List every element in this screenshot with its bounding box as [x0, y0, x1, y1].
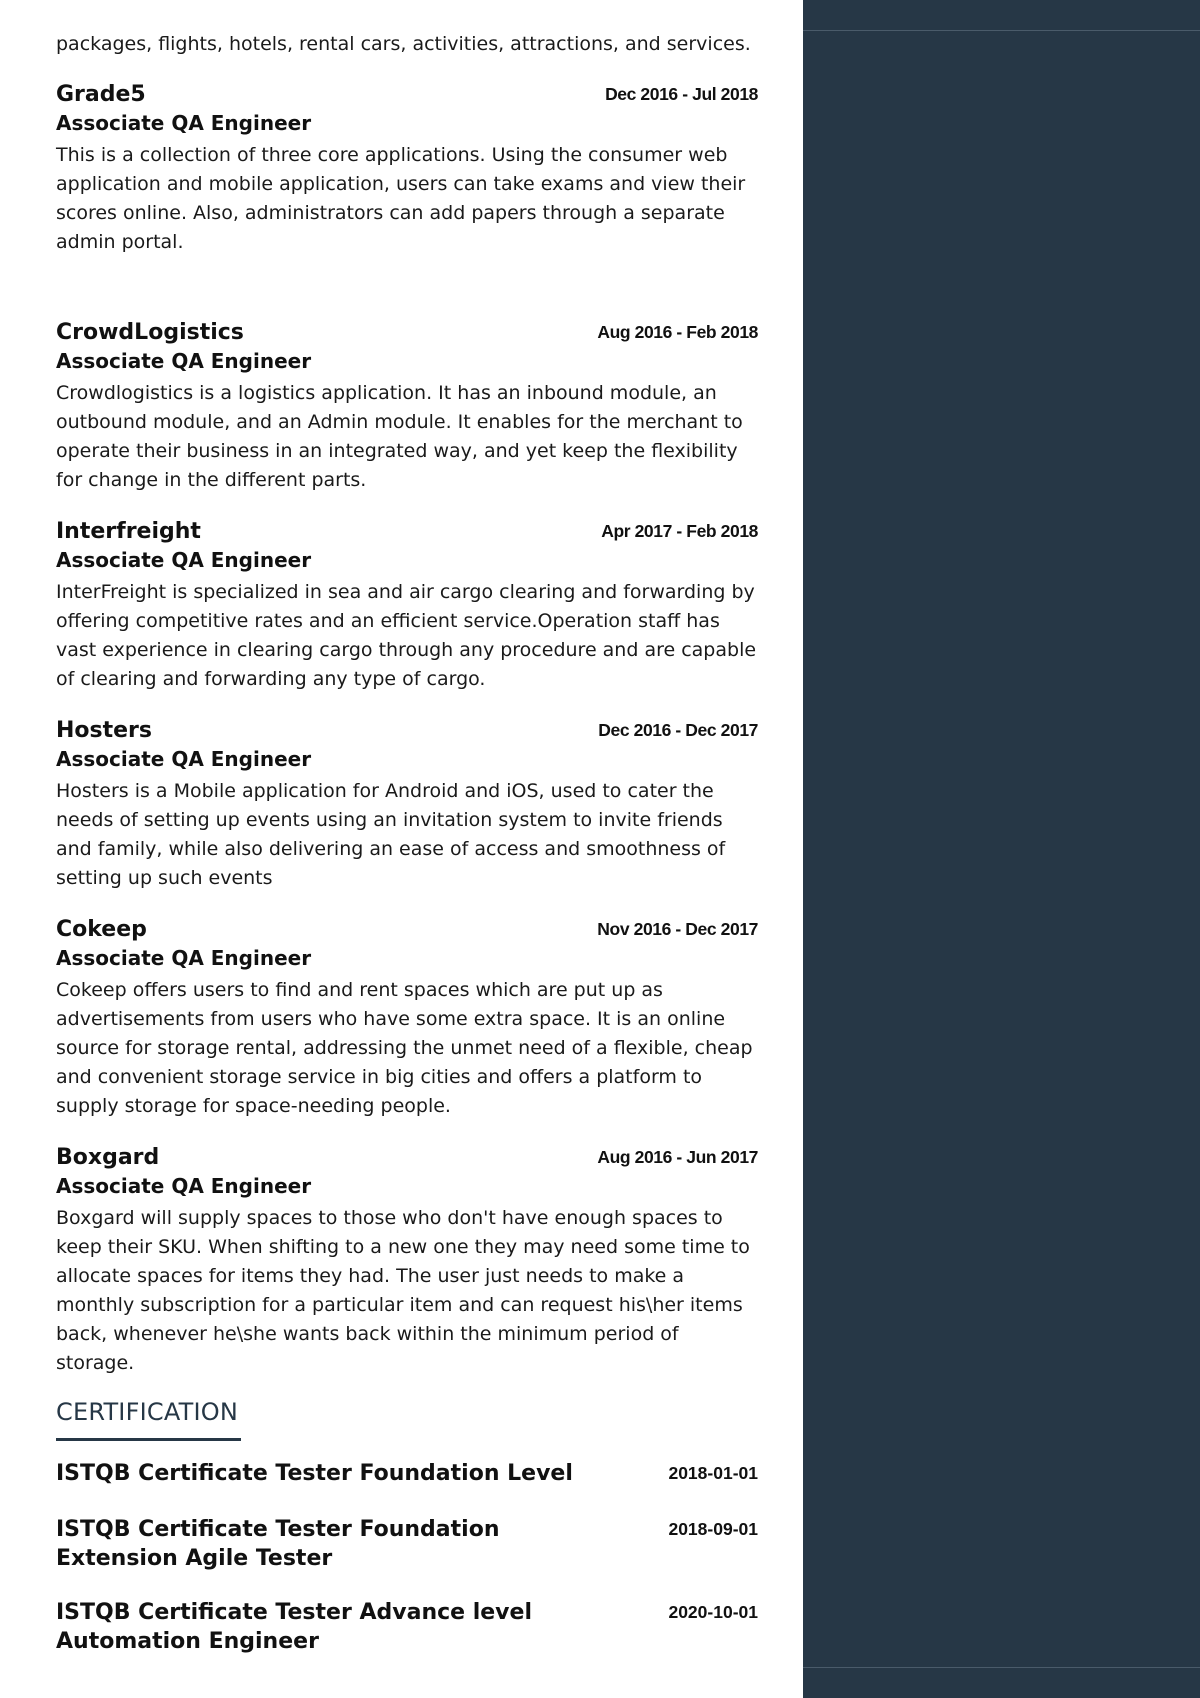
job-dates: Dec 2016 - Jul 2018 [605, 84, 758, 104]
job-description: Boxgard will supply spaces to those who don't have enough spaces to keep their SKU. When shifting to a new one they may need some time to allocate spaces for items they had. The user just needs to make a monthly subscription for a particular item and can request his\her items back, whenever he\she wants back within the minimum period of storage. [56, 1207, 750, 1374]
job-header [56, 915, 758, 944]
certification-name: ISTQB Certificate Tester Advance level Automation Engineer [56, 1600, 532, 1654]
certification-item [56, 1515, 758, 1573]
job-role: Associate QA Engineer [56, 946, 312, 970]
job-header [56, 716, 758, 745]
job-dates: Aug 2016 - Jun 2017 [597, 1147, 758, 1167]
previous-job-description-continuation: packages, flights, hotels, rental cars, activities, attractions, and services. [56, 33, 751, 55]
certification-item [56, 1459, 758, 1488]
job-description: Crowdlogistics is a logistics application. It has an inbound module, an outbound module, and an Admin module. It enables for the merchant to operate their business in an integrated way, and yet keep the flexibility for change in the different parts. [56, 382, 743, 491]
job-header [56, 517, 758, 546]
job-role: Associate QA Engineer [56, 747, 312, 771]
job-dates: Apr 2017 - Feb 2018 [601, 521, 758, 541]
job-entry-grade5 [56, 80, 758, 257]
certification-item [56, 1598, 758, 1656]
job-entry-hosters [56, 716, 758, 893]
company-name: Grade5 [56, 82, 146, 107]
job-role: Associate QA Engineer [56, 548, 312, 572]
job-description: Hosters is a Mobile application for Android and iOS, used to cater the needs of setting up events using an invitation system to invite friends and family, while also delivering an ease of access and smoothness of setting up such events [56, 780, 726, 889]
job-entry-crowdlogistics [56, 318, 758, 495]
certification-name: ISTQB Certificate Tester Foundation Extension Agile Tester [56, 1517, 500, 1571]
section-divider [56, 1438, 241, 1441]
certification-date: 2020-10-01 [668, 1602, 758, 1622]
job-role: Associate QA Engineer [56, 111, 312, 135]
company-name: Boxgard [56, 1145, 160, 1170]
job-entry-cokeep [56, 915, 758, 1121]
certification-name: ISTQB Certificate Tester Foundation Level [56, 1461, 573, 1486]
job-header [56, 1143, 758, 1172]
job-dates: Aug 2016 - Feb 2018 [597, 322, 758, 342]
certification-date: 2018-09-01 [668, 1519, 758, 1539]
certification-section-title: CERTIFICATION [56, 1398, 238, 1426]
job-dates: Dec 2016 - Dec 2017 [598, 720, 758, 740]
company-name: Interfreight [56, 519, 201, 544]
job-entry-boxgard [56, 1143, 758, 1378]
job-description: This is a collection of three core applications. Using the consumer web application and mobile application, users can take exams and view their scores online. Also, administrators can add papers through a separate admin portal. [56, 144, 746, 253]
job-description: InterFreight is specialized in sea and air cargo clearing and forwarding by offering competitive rates and an efficient service.Operation staff has vast experience in clearing cargo through any procedure and are capable of clearing and forwarding any type of cargo. [56, 581, 757, 690]
job-header [56, 318, 758, 347]
job-dates: Nov 2016 - Dec 2017 [597, 919, 758, 939]
company-name: CrowdLogistics [56, 320, 244, 345]
sidebar-divider-bottom [803, 1667, 1200, 1668]
sidebar-panel [803, 0, 1200, 1698]
company-name: Hosters [56, 718, 153, 743]
company-name: Cokeep [56, 917, 147, 942]
job-role: Associate QA Engineer [56, 1174, 312, 1198]
job-role: Associate QA Engineer [56, 349, 312, 373]
sidebar-divider-top [803, 30, 1200, 31]
job-description: Cokeep offers users to find and rent spaces which are put up as advertisements from users who have some extra space. It is an online source for storage rental, addressing the unmet need of a flexible, cheap and convenient storage service in big cities and offers a platform to supply storage for space-needing people. [56, 979, 753, 1117]
job-entry-interfreight [56, 517, 758, 694]
job-header [56, 80, 758, 109]
certification-date: 2018-01-01 [668, 1463, 758, 1483]
